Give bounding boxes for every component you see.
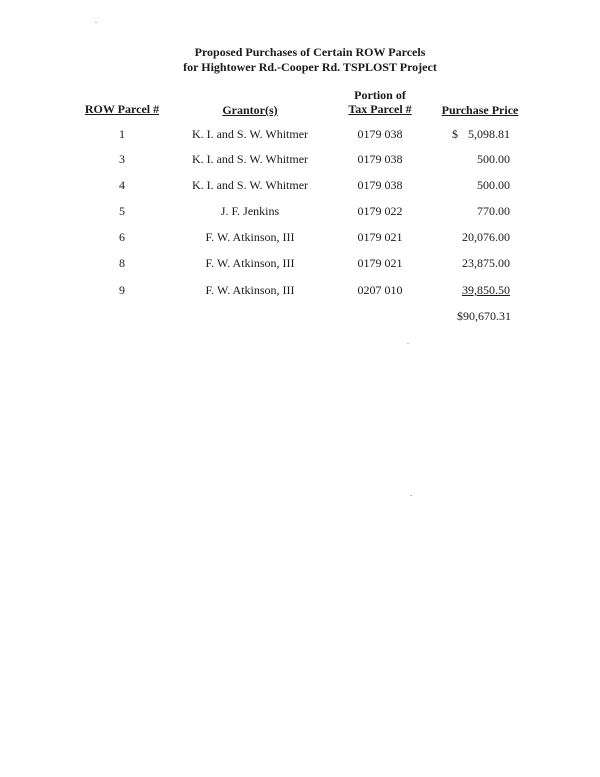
row-grantor: F. W. Atkinson, III <box>205 230 295 244</box>
row-grantor: J. F. Jenkins <box>220 204 280 218</box>
scan-speck <box>407 343 409 344</box>
row-purchase-price: 500.00 <box>477 152 510 166</box>
row-tax-parcel: 0207 010 <box>357 283 403 297</box>
row-tax-parcel: 0179 021 <box>357 230 403 244</box>
row-grantor: K. I. and S. W. Whitmer <box>191 152 309 166</box>
row-grantor: K. I. and S. W. Whitmer <box>191 178 309 192</box>
row-tax-parcel: 0179 038 <box>357 178 403 192</box>
row-tax-parcel: 0179 022 <box>357 204 403 218</box>
row-purchase-price: 770.00 <box>477 204 510 218</box>
row-grantor: K. I. and S. W. Whitmer <box>191 127 309 141</box>
row-tax-parcel: 0179 021 <box>357 256 403 270</box>
row-dollar-sign: $ <box>452 127 458 141</box>
total-price: $90,670.31 <box>457 309 511 323</box>
row-parcel-number: 6 <box>119 230 125 244</box>
row-grantor: F. W. Atkinson, III <box>205 283 295 297</box>
scan-speck <box>410 495 412 496</box>
row-purchase-price: 5,098.81 <box>468 127 510 141</box>
row-grantor: F. W. Atkinson, III <box>205 256 295 270</box>
header-tax-parcel-line-1: Portion of <box>354 88 406 102</box>
row-parcel-number: 5 <box>119 204 125 218</box>
row-purchase-price: 23,875.00 <box>462 256 510 270</box>
scan-speck <box>95 22 97 23</box>
row-purchase-price: 39,850.50 <box>462 283 510 297</box>
document-title-line-2: for Hightower Rd.-Cooper Rd. TSPLOST Project <box>183 60 437 74</box>
row-parcel-number: 9 <box>119 283 125 297</box>
row-parcel-number: 1 <box>119 127 125 141</box>
row-purchase-price: 500.00 <box>477 178 510 192</box>
row-tax-parcel: 0179 038 <box>357 152 403 166</box>
document-title-line-1: Proposed Purchases of Certain ROW Parcels <box>194 45 426 59</box>
row-parcel-number: 4 <box>119 178 125 192</box>
header-tax-parcel-line-2: Tax Parcel # <box>348 102 412 116</box>
header-purchase-price: Purchase Price <box>441 103 519 117</box>
row-parcel-number: 3 <box>119 152 125 166</box>
row-parcel-number: 8 <box>119 256 125 270</box>
row-tax-parcel: 0179 038 <box>357 127 403 141</box>
header-grantor: Grantor(s) <box>222 103 278 117</box>
header-row-parcel: ROW Parcel # <box>84 102 160 116</box>
row-purchase-price: 20,076.00 <box>462 230 510 244</box>
